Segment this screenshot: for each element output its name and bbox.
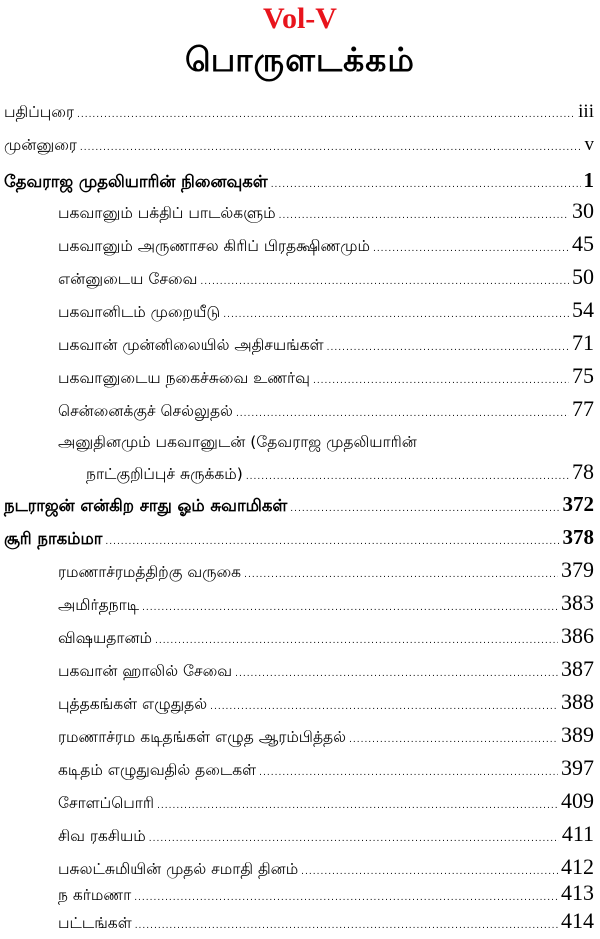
toc-entry-page: 75 (572, 363, 594, 388)
toc-section-sadhu-om[interactable] (4, 492, 594, 516)
toc-entry-preface[interactable] (4, 100, 594, 124)
toc-entry[interactable] (58, 657, 594, 681)
toc-entry-page: 388 (561, 689, 594, 714)
dot-leader (200, 270, 569, 294)
toc-entry[interactable] (58, 881, 594, 905)
toc-entry-label: ரமணாச்ரம கடிதங்கள் எழுத ஆரம்பித்தல் (58, 728, 346, 746)
toc-entry-label: புத்தகங்கள் எழுதுதல் (58, 695, 208, 713)
toc-entry[interactable] (58, 558, 594, 582)
toc-entry-label: முன்னுரை (4, 136, 77, 154)
toc-entry-label-line2: நாட்குறிப்புச் சுருக்கம்) (86, 465, 243, 483)
toc-entry[interactable] (58, 591, 594, 615)
toc-entry-page: 1 (583, 168, 594, 192)
toc-section-devaraja[interactable] (4, 168, 594, 192)
dot-leader (80, 136, 582, 160)
toc-entry-label: தேவராஜ முதலியாரின் நினைவுகள் (4, 172, 268, 191)
dot-leader (246, 465, 569, 489)
toc-entry-page: 414 (561, 908, 594, 933)
dot-leader (155, 629, 558, 653)
toc-entry-label: பகவான் முன்னிலையில் அதிசயங்கள் (58, 336, 324, 354)
toc-entry[interactable] (58, 364, 594, 388)
toc-section-suri-nagamma[interactable] (4, 525, 594, 549)
dot-leader (77, 103, 575, 127)
toc-entry-label: ரமணாச்ரமத்திற்கு வருகை (58, 563, 242, 581)
toc-entry-page: 387 (561, 656, 594, 681)
toc-entry-label: பட்டங்கள் (58, 914, 132, 932)
toc-entry-page: 411 (561, 821, 594, 846)
toc-entry-diary[interactable] (86, 460, 594, 484)
dot-leader (236, 402, 569, 426)
dot-leader (223, 303, 569, 327)
toc-entry[interactable] (58, 265, 594, 289)
toc-entry-label: பகவானும் பக்திப் பாடல்களும் (58, 204, 276, 222)
toc-entry-page: 50 (572, 264, 594, 289)
dot-leader (279, 204, 569, 228)
toc-entry[interactable] (58, 822, 594, 846)
toc-entry[interactable] (58, 199, 594, 223)
toc-entry-label-line1: அனுதினமும் பகவானுடன் (தேவராஜ முதலியாரின் (58, 433, 417, 451)
toc-entry-page: 397 (561, 755, 594, 780)
toc-entry-label: சூரி நாகம்மா (4, 529, 103, 548)
toc-entry-page: 54 (572, 297, 594, 322)
toc-entry-page: 379 (561, 557, 594, 582)
toc-entry-label: அமிர்தநாடி (58, 596, 140, 614)
dot-leader (105, 530, 559, 554)
toc-entry-label: பதிப்புரை (4, 103, 74, 121)
toc-entry-label: விஷயதானம் (58, 629, 152, 647)
toc-entry-page: 77 (572, 396, 594, 421)
toc-entry-label: கடிதம் எழுதுவதில் தடைகள் (58, 761, 257, 779)
dot-leader (149, 827, 559, 851)
toc-entry[interactable] (58, 298, 594, 322)
dot-leader (134, 886, 558, 910)
toc-entry-label: பகவானுடைய நகைச்சுவை உணர்வு (58, 369, 310, 387)
dot-leader (157, 794, 558, 818)
toc-entry[interactable] (58, 855, 594, 879)
toc-entry-label: பசுலட்சுமியின் முதல் சமாதி தினம் (58, 860, 299, 878)
dot-leader (313, 369, 569, 393)
toc-entry[interactable] (58, 690, 594, 714)
toc-entry-page: iii (578, 101, 594, 122)
toc-entry[interactable] (58, 331, 594, 355)
toc-entry-page: 378 (562, 525, 594, 549)
toc-entry[interactable] (58, 909, 594, 933)
dot-leader (271, 173, 581, 197)
toc-entry-label: பகவான் ஹாலில் சேவை (58, 662, 233, 680)
toc-entry-page: 78 (572, 459, 594, 484)
toc-entry-label: சோளப்பொரி (58, 794, 155, 812)
toc-entry-page: 383 (561, 590, 594, 615)
dot-leader (235, 662, 558, 686)
toc-entry-page: 45 (572, 231, 594, 256)
toc-entry-label: பகவானிடம் முறையீடு (58, 303, 221, 321)
toc-entry-page: 409 (561, 788, 594, 813)
dot-leader (327, 336, 569, 360)
dot-leader (135, 914, 558, 938)
dot-leader (210, 695, 558, 719)
toc-entry-foreword[interactable] (4, 133, 594, 157)
toc-entry-page: 412 (561, 854, 594, 879)
toc-entry-page: 71 (572, 330, 594, 355)
toc-entry-label: பகவானும் அருணாசல கிரிப் பிரதக்ஷிணமும் (58, 237, 370, 255)
toc-entry[interactable] (58, 789, 594, 813)
toc-entry[interactable] (58, 723, 594, 747)
dot-leader (349, 728, 558, 752)
toc-entry-page: 30 (572, 198, 594, 223)
toc-entry[interactable] (58, 232, 594, 256)
toc-entry-page: 413 (561, 880, 594, 905)
toc-entry-page: 389 (561, 722, 594, 747)
toc-entry-label: என்னுடைய சேவை (58, 270, 198, 288)
toc-entry[interactable] (58, 624, 594, 648)
toc-entry-page: v (584, 134, 594, 155)
toc-entry-page: 386 (561, 623, 594, 648)
toc-entry[interactable] (58, 756, 594, 780)
toc-entry-label: சிவ ரகசியம் (58, 827, 146, 845)
toc-entry-label: ந கர்மணா (58, 886, 132, 904)
toc-entry-page: 372 (562, 492, 594, 516)
dot-leader (142, 596, 558, 620)
dot-leader (259, 761, 558, 785)
dot-leader (244, 563, 558, 587)
page-title: பொருளடக்கம் (185, 40, 415, 79)
dot-leader (290, 497, 559, 521)
toc-entry[interactable] (58, 397, 594, 421)
volume-label: Vol-V (263, 2, 337, 35)
dot-leader (373, 237, 569, 261)
toc-entry-label: நடராஜன் என்கிற சாது ஓம் சுவாமிகள் (4, 496, 288, 515)
toc-entry-label: சென்னைக்குச் செல்லுதல் (58, 402, 233, 420)
